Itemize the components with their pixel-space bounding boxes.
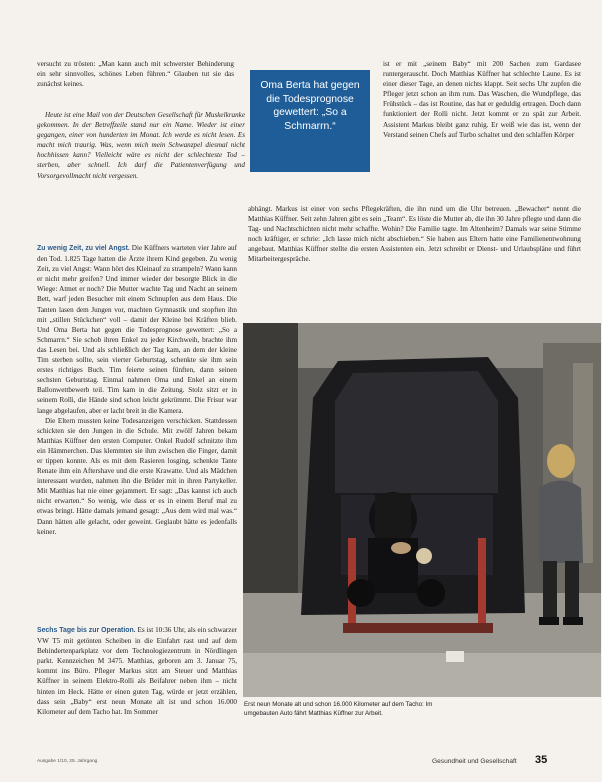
column2-top-text <box>383 59 581 140</box>
pull-quote-text: Oma Berta hat gegen die Todesprognose gewettert: „So a Schmarrn.“ <box>260 80 360 132</box>
section-six-days <box>37 625 237 717</box>
pull-quote-box <box>250 70 370 172</box>
column2-bottom-text <box>248 204 581 265</box>
section-heading-six-days: Sechs Tage bis zur Operation. <box>37 627 136 634</box>
section-heading-too-little-time: Zu wenig Zeit, zu viel Angst. <box>37 245 130 252</box>
column2-top-paragraph: ist er mit „seinem Baby“ mit 200 Sachen zum Gardasee runtergerauscht. Doch Matthias Küffner hat schlechte Laune. Es ist einer dieser Tage, an denen nichts klappt. Seit sechs Uhr zupfen die Pfleger jetzt schon an ihm rum. Das Waschen, die Wundpflege, das Frühstück – das ist Routine, das hat er geduldig ertragen. Doch dann funktioniert der Rolli nicht. Jetzt kommt er zu spät zur Arbeit. Assistent Markus bleibt ganz ruhig. Er weiß wie das ist, wenn der Verstand seinen Chefs auf Turbo schaltet und den schlaffen Körper <box>383 60 581 139</box>
section1-body: Die Küffners warteten vier Jahre auf den Tod. 1.825 Tage hatten die Ärzte ihrem Kind gegeben. Zu wenig Zeit, zu viel Angst: Wann hört des Kleinauf zu strampeln? Wann kann er nicht mehr greifen? Und immer wieder der besorgte Blick in die Wiege: Atmet er noch? Die Mutter wachte Tag und Nacht an seinem Bett, warf jeden Besucher mit einem Schnupfen aus dem Haus. Die Tanten lasen dem Jungen vor, machten Gymnastik und stopften ihn mit „stillen Stückchen“ voll – damit der Kleine bei Kräften blieb. Und Oma Berta hat gegen die Todesprognose gewettert: „So a Schmarrn.“ Sie schob ihren Enkel zu jeder Kirchweih, brachte ihm das Lesen bei. Und als schließlich der Tag kam, an dem der kleine Tim sterben sollte, sein vierter Geburtstag, schenkte sie ihm sein erstes richtiges Buch. Tim feierte seinen fünften, dann seinen sechsten Geburtstag. Einmal nahmen Oma und Enkel an einem Ballonwettbewerb teil. Tim kam in die Zeitung. Stolz sitzt er in seinem Rolli, die Hände sind schon leicht gekrümmt. Die Frisur war lange abgelaufen, aber er lacht breit in die Kamera. <box>37 244 237 415</box>
section2-paragraph <box>37 625 237 717</box>
section-name: Gesundheit und Gesellschaft <box>432 758 517 765</box>
diary-entry <box>37 110 245 181</box>
issue-info: Ausgabe 1/10, 25. Jahrgang <box>37 759 98 764</box>
section-too-little-time <box>37 243 237 537</box>
intro-text: versucht zu trösten: „Man kann auch mit schwerster Behinderung ein sehr sinnvolles, schönes Leben führen.“ Glauben tut sie das zunächst keines. <box>37 60 234 89</box>
photo-caption: Erst neun Monate alt und schon 16.000 Kilometer auf dem Tacho: Im umgebauten Auto fährt Matthias Küffner zur Arbeit. <box>244 701 433 717</box>
column2-bottom-paragraph: abhängt. Markus ist einer von sechs Pflegekräften, die ihn rund um die Uhr betreuen. „Bewacher“ nennt die Matthias Küffner. Seit zehn Jahren gibt es sein „Team“. Es löste die Mutter ab, die ihn 30 Jahre pflegte und dann die Tag- und Nachtschichten nicht mehr schaffte. Wohin? Die Familie tagte. Im Altenheim? Damals war seine Stimme noch kräftiger, er schrie: „Ich lasse mich nicht abschieben.“ Sie haben aus Eltern hatte eine Familienentwohnung angebaut. Matthias Küffner stellte die ersten Assistenten ein. Jetzt schreibt er Dienst- und Urlaubspläne und führt Mitarbeitergespräche. <box>248 205 581 264</box>
section2-body: Es ist 10:36 Uhr, als ein schwarzer VW T5 mit getönten Scheiben in die Einfahrt rast und auf dem Behindertenparkplatz vor dem Technologiezentrum in Nördlingen parkt. Kennzeichen M 3475. Matthias, geboren am 3. Januar 75, kommt ins Büro. Pfleger Markus sitzt am Steuer und Matthias Küffner in seinem Elektro-Rolli als Beifahrer neben ihm – nicht hinten im Heck. Hätte er einen guten Tag, würde er jetzt erzählen, dass sein „Baby“ erst neun Monate alt ist und schon 16.000 Kilometer auf dem Tacho hat. Im Sommer <box>37 626 237 716</box>
section1-paragraph <box>37 243 237 416</box>
section1-body-2: Die Eltern mussten keine Todesanzeigen verschicken. Stattdessen schickten sie den Jungen in die Schule. Mit zwölf Jahren bekam Matthias Küffner den ersten Computer. Onkel Rudolf schnitzte ihm ein Hämmerchen. Das klemmten sie ihm zwischen die Finger, damit er tippen konnte. Als es mit dem Rasieren losging, schenkte Tante Renate ihm ein Aftershave und die erste Krawatte. Und als Mädchen interessant wurden, nahmen ihn die Brüder mit in ihren Partykeller. Mit Matthias hat nie einer gejammert. Er sagt: „Das kannst ich auch nicht erwarten.“ So wenig, wie dass er es in einem Beruf mal zu etwas bringt. Hätte damals jemand gesagt: „Aus dem wird mal was.“ Dann hätten alle gelacht, oder geweint. Geglaubt hätte es jedenfalls keiner. <box>37 416 237 536</box>
van-wheelchair-photo <box>243 323 601 697</box>
page-number: 35 <box>535 754 548 766</box>
diary-text: Heute ist eine Mail von der Deutschen Gesellschaft für Muskelkranke gekommen. In der Betreffzeile stand nur ein Name. Wieder ist einer gegangen, einer von hunderten im Monat. Ich werde es nicht lesen. Es macht mich traurig. Was, wenn mich mein Schwanzpel diesmal nicht hochhissen kann? Vielleicht wäre es nicht der schlechteste Tod – sterben, aber schnell. Ich darf die Patientenverfügung und Vorsorgevollmacht nicht vergessen. <box>37 111 245 180</box>
article-intro-paragraph <box>37 59 234 89</box>
